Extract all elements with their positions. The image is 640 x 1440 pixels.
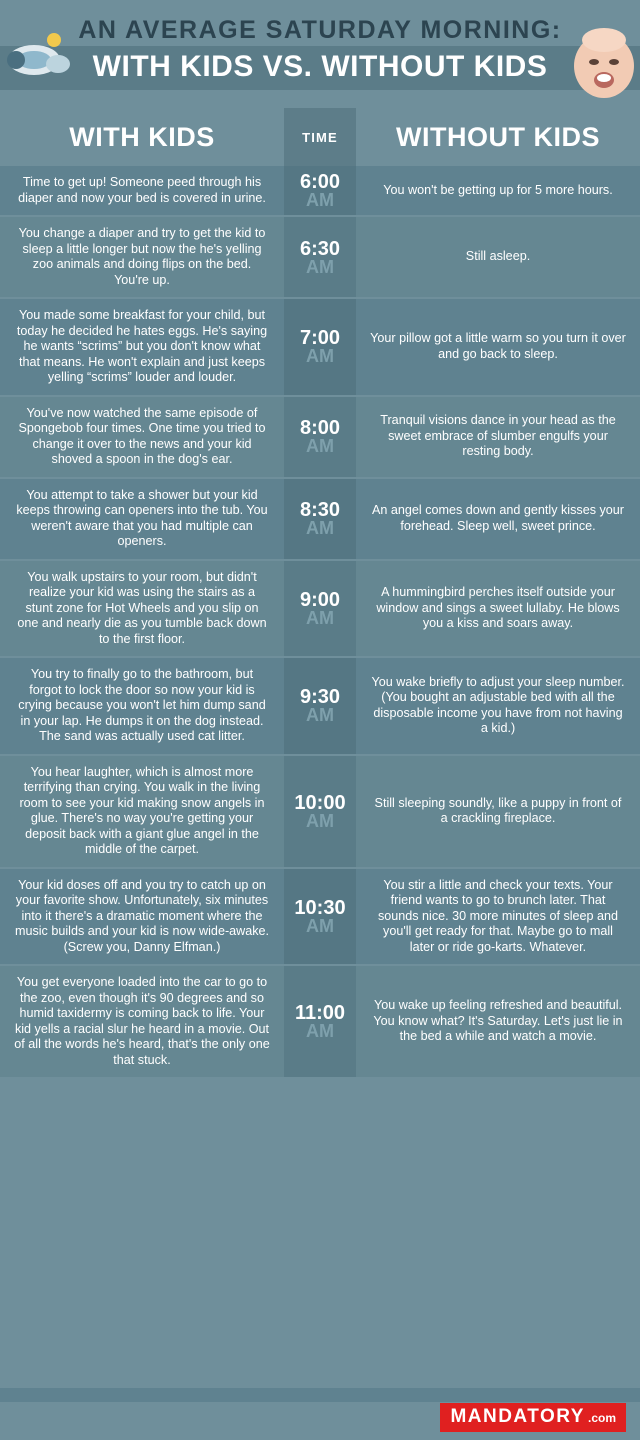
time-hour: 8:30 — [299, 499, 341, 521]
time-hour: 10:30 — [294, 896, 346, 919]
time-meridiem: AM — [306, 1021, 334, 1041]
column-heading-time: TIME — [284, 108, 356, 166]
cell-with-kids: You walk upstairs to your room, but didn't realize your kid was using the stairs as a stunt zone for Hot Wheels and you slip on one and nearly die as you tumble back down to the first floor. — [0, 561, 284, 657]
time-hour: 6:00 — [299, 171, 341, 193]
cell-without-kids: An angel comes down and gently kisses your forehead. Sleep well, sweet prince. — [356, 479, 640, 559]
time-meridiem: AM — [306, 915, 334, 936]
brand-suffix: .com — [587, 1411, 616, 1425]
cell-time — [284, 299, 356, 395]
cell-time — [284, 756, 356, 867]
cell-without-kids: Your pillow got a little warm so you turn it over and go back to sleep. — [356, 299, 640, 395]
cell-without-kids: You wake up feeling refreshed and beautiful. You know what? It's Saturday. Let's just lie in the bed a while and watch a movie. — [356, 966, 640, 1077]
time-meridiem: AM — [306, 705, 334, 726]
time-hour: 6:30 — [299, 237, 341, 260]
cell-time — [284, 561, 356, 657]
cell-without-kids: You won't be getting up for 5 more hours. — [356, 166, 640, 215]
brand-name: MANDATORY — [450, 1406, 585, 1427]
column-headings — [0, 108, 640, 166]
cell-with-kids: You try to finally go to the bathroom, but forgot to lock the door so now your kid is crying because you won't let him dump sand in your lap. He dumps it on the dog instead. The sand was actually used cat litter. — [0, 658, 284, 754]
footer-strip — [0, 1388, 640, 1402]
cell-without-kids: A hummingbird perches itself outside your window and sings a sweet lullaby. He blows you a kiss and soars away. — [356, 561, 640, 657]
pacifier-icon — [6, 30, 76, 86]
cell-with-kids: Your kid doses off and you try to catch up on your favorite show. Unfortunately, six minutes into it there's a dramatic moment where the music builds and your kid is now wide-awake. (Screw you, Danny Elfman.) — [0, 869, 284, 965]
time-hour: 11:00 — [294, 1002, 346, 1024]
cell-with-kids: You get everyone loaded into the car to go to the zoo, even though it's 90 degrees and so humid taxidermy is coming back to life. Your kid yells a racial slur he heard in a movie. Out of all the words he's heard, that's the only one that stuck. — [0, 966, 284, 1077]
cell-without-kids: You stir a little and check your texts. Your friend wants to go to brunch later. That sounds nice. 30 more minutes of sleep and you'll get ready for that. Maybe go to mall later or ride go-karts. Whatever. — [356, 869, 640, 965]
time-hour: 9:30 — [299, 686, 341, 709]
time-meridiem: AM — [306, 607, 334, 628]
table-row — [0, 395, 640, 477]
time-meridiem: AM — [306, 810, 334, 831]
time-hour: 7:00 — [299, 327, 341, 350]
schedule-table — [0, 166, 640, 1077]
cell-with-kids: You attempt to take a shower but your kid keeps throwing can openers into the tub. You weren't aware that you had multiple can openers. — [0, 479, 284, 559]
table-row — [0, 867, 640, 965]
header — [0, 0, 640, 108]
time-meridiem: AM — [306, 518, 334, 538]
cell-time — [284, 217, 356, 297]
cell-without-kids: Still asleep. — [356, 217, 640, 297]
cell-with-kids: You made some breakfast for your child, but today he decided he hates eggs. He's saying he wants “scrims” but you don't know what that means. He won't explain and just keeps yelling “scrims” louder and louder. — [0, 299, 284, 395]
cell-with-kids: You've now watched the same episode of Spongebob four times. One time you tried to change it over to the news and your kid shoved a spoon in the dog's ear. — [0, 397, 284, 477]
table-row — [0, 166, 640, 215]
table-row — [0, 656, 640, 754]
cell-without-kids: You wake briefly to adjust your sleep number. (You bought an adjustable bed with all the disposable income you have from not having a kid.) — [356, 658, 640, 754]
header-title-line2: WITH KIDS VS. WITHOUT KIDS — [0, 46, 640, 90]
column-heading-without-kids: WITHOUT KIDS — [396, 121, 600, 152]
column-heading-with-kids: WITH KIDS — [69, 121, 215, 152]
cell-without-kids: Still sleeping soundly, like a puppy in front of a crackling fireplace. — [356, 756, 640, 867]
table-row — [0, 215, 640, 297]
time-meridiem: AM — [306, 436, 334, 456]
table-row — [0, 297, 640, 395]
time-meridiem: AM — [306, 346, 334, 367]
cell-time — [284, 966, 356, 1077]
cell-time — [284, 166, 356, 215]
cell-time — [284, 869, 356, 965]
time-hour: 9:00 — [299, 588, 341, 611]
header-title-line1: AN AVERAGE SATURDAY MORNING: — [78, 16, 562, 44]
footer — [0, 1388, 640, 1440]
baby-photo — [566, 22, 638, 102]
table-row — [0, 559, 640, 657]
cell-time — [284, 658, 356, 754]
time-meridiem: AM — [306, 190, 334, 210]
table-row — [0, 964, 640, 1077]
time-hour: 10:00 — [294, 791, 346, 814]
cell-time — [284, 397, 356, 477]
time-meridiem: AM — [306, 256, 334, 277]
table-row — [0, 477, 640, 559]
cell-time — [284, 479, 356, 559]
cell-without-kids: Tranquil visions dance in your head as the sweet embrace of slumber engulfs your resting body. — [356, 397, 640, 477]
brand-logo[interactable] — [440, 1403, 626, 1432]
cell-with-kids: You change a diaper and try to get the kid to sleep a little longer but now the he's yelling zoo animals and doing flips on the bed. You're up. — [0, 217, 284, 297]
table-row — [0, 754, 640, 867]
cell-with-kids: Time to get up! Someone peed through his diaper and now your bed is covered in urine. — [0, 166, 284, 215]
cell-with-kids: You hear laughter, which is almost more terrifying than crying. You walk in the living room to see your kid making snow angels in glue. There's no way you're getting your deposit back with a giant glue angel in the middle of the carpet. — [0, 756, 284, 867]
time-hour: 8:00 — [299, 417, 341, 439]
